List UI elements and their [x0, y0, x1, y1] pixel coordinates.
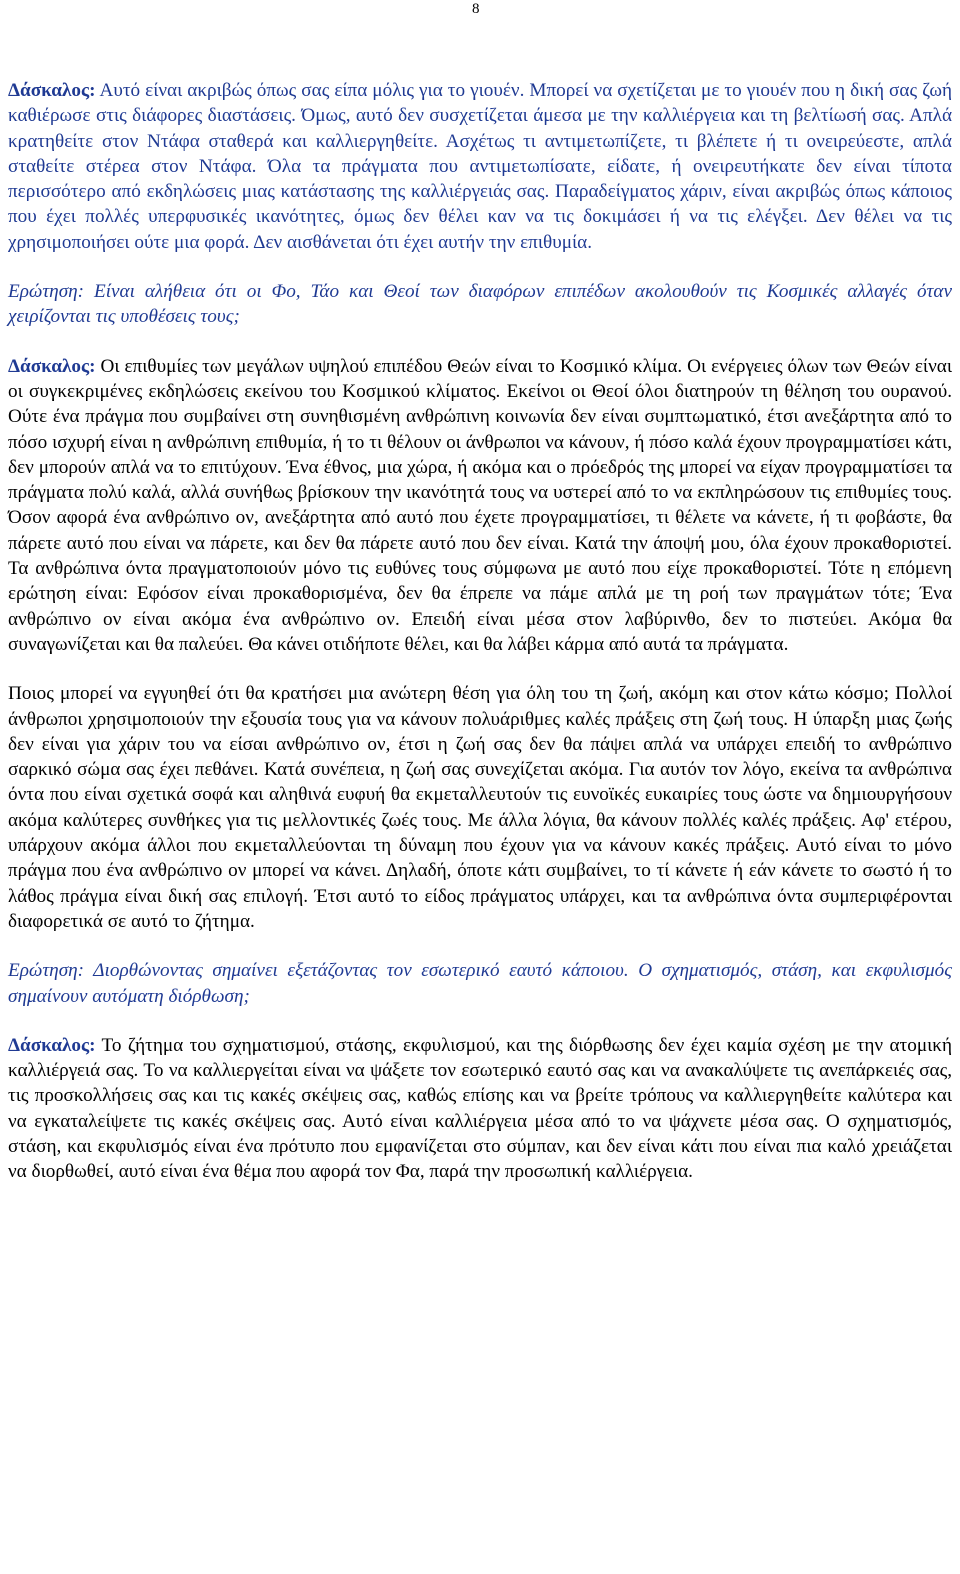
answer-paragraph-2 — [8, 354, 952, 658]
answer-text: Αυτό είναι ακριβώς όπως σας είπα μόλις για το γιουέν. Μπορεί να σχετίζεται με το γιουέν που η δική σας ζωή καθιέρωσε στις διάφορες διαστάσεις. Όμως, αυτό δεν συσχετίζεται άμεσα με την καλλιέργεια και τη βελτίωσή σας. Απλά κρατηθείτε στον Ντάφα σταθερά και καλλιεργηθείτε. Ασχέτως τι αντιμετωπίζετε, τι βλέπετε ή τι ονειρεύεστε, απλά σταθείτε στέρεα στον Ντάφα. Όλα τα πράγματα που αντιμετωπίσατε, είδατε, ή ονειρευτήκατε δεν είναι τίποτα περισσότερο από εκδηλώσεις μιας κατάστασης της καλλιέργειάς σας. Παραδείγματος χάριν, είναι ακριβώς όπως κάποιος που έχει πολλές υπερφυσικές ικανότητες, όμως δεν θέλει καν να τις δοκιμάσει ή να τις ελέγξει. Δεν θέλει να τις χρησιμοποιήσει ούτε μια φορά. Δεν αισθάνεται ότι έχει αυτήν την επιθυμία. — [8, 80, 952, 253]
answer-paragraph-4 — [8, 1033, 952, 1185]
question-paragraph-2: Ερώτηση: Διορθώνοντας σημαίνει εξετάζοντας τον εσωτερικό εαυτό κάποιου. Ο σχηματισμός, στάση, και εκφυλισμός σημαίνουν αυτόματη διόρθωση; — [8, 960, 952, 1007]
question-paragraph-1: Ερώτηση: Είναι αλήθεια ότι οι Φο, Τάο και Θεοί των διαφόρων επιπέδων ακολουθούν τις Κοσμικές αλλαγές όταν χειρίζονται τις υποθέσεις τους; — [8, 281, 952, 328]
speaker-label: Δάσκαλος: — [8, 1034, 96, 1056]
answer-text: Οι επιθυμίες των μεγάλων υψηλού επιπέδου Θεών είναι το Κοσμικό κλίμα. Οι ενέργειες όλων των Θεών είναι οι συγκεκριμένες εκδηλώσεις εκείνου του Κοσμικού κλίματος. Εκείνοι οι Θεοί όλοι διατηρούν τη θέληση του ουρανού. Ούτε ένα πράγμα που συμβαίνει στη συνηθισμένη ανθρώπινη κοινωνία δεν είναι συμπτωματικό, έτσι ανεξάρτητα από το πόσο ισχυρή είναι η ανθρώπινη επιθυμία, ή το τι θέλουν οι άνθρωποι να κάνουν, ή πόσο καλά έχουν προγραμματίσει κάτι, δεν μπορούν απλά να το επιτύχουν. Ένα έθνος, μια χώρα, ή ακόμα και ο πρόεδρός της μπορεί να είχαν προγραμματίσει τα πράγματα πολύ καλά, αλλά συνήθως βρίσκουν την ικανότητά τους να υστερεί από το να εκπληρώσουν τις επιθυμίες τους. Όσον αφορά ένα ανθρώπινο ον, ανεξάρτητα από αυτό που έχετε προγραμματίσει, τι θέλετε να κάνετε, ή τι φοβάστε, θα πάρετε αυτό που είναι να πάρετε, και δεν θα πάρετε αυτό που δεν είναι. Κατά την άποψή μου, όλα έχουν προκαθοριστεί. Τα ανθρώπινα όντα πραγματοποιούν μόνο τις ευθύνες τους σύμφωνα με αυτό που είχε προκαθοριστεί. Τότε η επόμενη ερώτηση είναι: Εφόσον είναι προκαθορισμένα, δεν θα έπρεπε να πάμε απλά με τη ροή των πραγμάτων τότε; Ένα ανθρώπινο ον είναι ακόμα ένα ανθρώπινο ον. Επειδή είναι μέσα στον λαβύρινθο, δεν το πιστεύει. Ακόμα θα συναγωνίζεται και θα παλεύει. Θα κάνει οτιδήποτε θέλει, και θα λάβει κάρμα από αυτά τα πράγματα. — [8, 355, 952, 655]
speaker-label: Δάσκαλος: — [8, 355, 96, 377]
document-body — [8, 78, 952, 1209]
answer-paragraph-1 — [8, 78, 952, 255]
body-paragraph-3: Ποιος μπορεί να εγγυηθεί ότι θα κρατήσει μια ανώτερη θέση για όλη του τη ζωή, ακόμη και στον κάτω κόσμο; Πολλοί άνθρωποι χρησιμοποιούν την εξουσία τους για να κάνουν πολυάριθμες καλές πράξεις στη ζωή τους. Η ύπαρξη μιας ζωής δεν είναι για χάριν του να είσαι ανθρώπινο ον, έτσι η ζωή σας δεν θα πάψει απλά να υπάρχει επειδή το ανθρώπινο σαρκικό σώμα σας έχει πεθάνει. Κατά συνέπεια, η ζωή σας συνεχίζεται ακόμα. Για αυτόν τον λόγο, εκείνα τα ανθρώπινα όντα που είναι σχετικά σοφά και αληθινά ευφυή θα εκμεταλλευτούν τις ευνοϊκές ευκαιρίες τους ώστε να δημιουργήσουν ακόμα καλύτερες συνθήκες για τις μελλοντικές ζωές τους. Με άλλα λόγια, θα κάνουν πολλές καλές πράξεις. Αφ' ετέρου, υπάρχουν ακόμα άλλοι που εκμεταλλεύονται τη δύναμη που έχουν για να κάνουν κακές πράξεις. Αυτό είναι το μόνο πράγμα που ένα ανθρώπινο ον μπορεί να κάνει. Δηλαδή, όποτε κάτι συμβαίνει, το τί κάνετε ή εάν κάνετε το σωστό ή το λάθος πράγμα είναι δική σας επιλογή. Έτσι αυτό το είδος πράγματος υπάρχει, και τα ανθρώπινα όντα συμπεριφέρονται διαφορετικά σε αυτό το ζήτημα. — [8, 683, 952, 932]
page-number: 8 — [472, 1, 480, 17]
answer-text: Το ζήτημα του σχηματισμού, στάσης, εκφυλισμού, και της διόρθωσης δεν έχει καμία σχέση με την ατομική καλλιέργειά σας. Το να καλλιεργείται είναι να ψάξετε τον εσωτερικό εαυτό σας και να ανακαλύψετε τις ανεπάρκειές σας, τις προσκολλήσεις σας και τις κακές σκέψεις σας, καθώς επίσης και να βρείτε τρόπους να καλλιεργηθείτε καλύτερα και να εγκαταλείψετε τις κακές σκέψεις σας. Αυτό είναι καλλιέργεια μέσα από το να ψάχνετε μέσα σας. Ο σχηματισμός, στάση, και εκφυλισμός είναι ένα πρότυπο που εμφανίζεται στο σύμπαν, και δεν είναι κάτι που είναι πια καλό χρειάζεται να διορθωθεί, αυτό είναι ένα θέμα που αφορά τον Φα, παρά την προσωπική καλλιέργεια. — [8, 1034, 952, 1183]
speaker-label: Δάσκαλος: — [8, 80, 96, 101]
